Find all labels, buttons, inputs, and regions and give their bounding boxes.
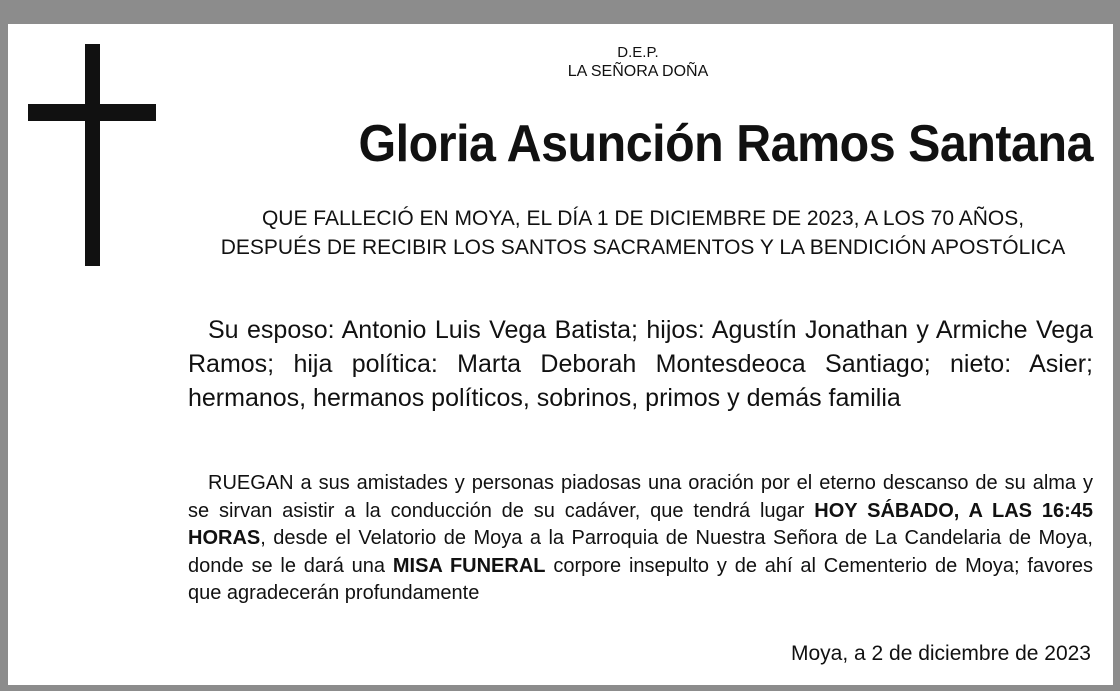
- place-date-signature: Moya, a 2 de diciembre de 2023: [790, 642, 1091, 665]
- honorific: LA SEÑORA DOÑA: [567, 63, 709, 80]
- funeral-request: [188, 470, 1093, 608]
- service-time: HOY SÁBADO, A LAS 16:45 HORAS: [188, 499, 1093, 549]
- notice-header: [448, 43, 828, 82]
- cross-icon: [28, 44, 156, 266]
- obituary-notice: [8, 24, 1113, 685]
- dep-label: D.E.P.: [617, 44, 659, 61]
- deceased-name: Gloria Asunción Ramos Santana: [358, 115, 1093, 173]
- ruegan-text-3: corpore insepulto y de ahí al Cementerio de Moya; favores que agradecerán profundamente: [188, 554, 1093, 604]
- family-list: Su esposo: Antonio Luis Vega Batista; hijos: Agustín Jonathan y Armiche Vega Ramos; hija política: Marta Deborah Montesdeoca Santiago; nieto: Asier; hermanos, hermanos políticos, sobrinos, primos y demás familia: [188, 316, 1093, 412]
- mass-label: MISA FUNERAL: [392, 554, 546, 577]
- ruegan-text-1: RUEGAN a sus amistades y personas piadosas una oración por el eterno descanso de su alma y se sirvan asistir a la conducción de su cadáver, que tendrá lugar: [188, 472, 1093, 522]
- ruegan-text-2: , desde el Velatorio de Moya a la Parroquia de Nuestra Señora de La Candelaria de Moya, donde se le dará una: [188, 527, 1093, 577]
- death-details: QUE FALLECIÓ EN MOYA, EL DÍA 1 DE DICIEMBRE DE 2023, A LOS 70 AÑOS, DESPUÉS DE RECIBIR LOS SANTOS SACRAMENTOS Y LA BENDICIÓN APOSTÓLICA: [220, 207, 1066, 259]
